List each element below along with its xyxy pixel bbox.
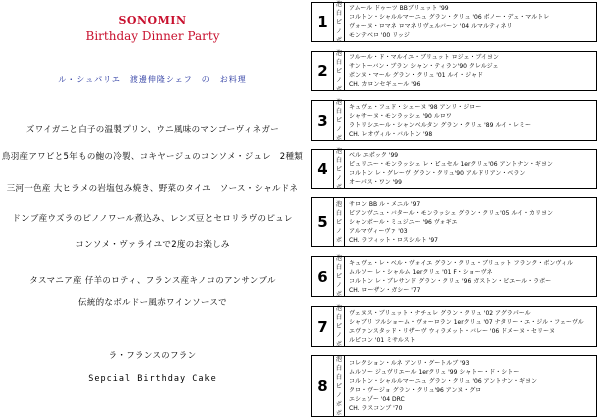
wine-name: キュヴェ・レ・ベル・ヴォイエ グラン・クリュ・ブリュット フランク・ボンヴィル (349, 259, 574, 267)
wine-type: 泡 (335, 0, 342, 8)
wine-type: 白 (335, 373, 342, 381)
wine-name: ピュリニー・モンラッシェ レ・ピュセル 1erクリュ'06 アントナン・ギヨン (349, 161, 553, 168)
flight-number: 3 (312, 101, 334, 140)
wine-name: CH. レオヴィル・バルトン '98 (349, 130, 433, 138)
wine-name: ビアンヴニュ・バタール・モンラッシェ グラン・クリュ'05 ルイ・カリヨン (349, 209, 554, 217)
flight-number: 4 (312, 150, 334, 188)
wine-type-column (334, 198, 345, 246)
wine-name: シャブリ フルショーム・ヴォーロラン 1erクリュ '07 ナタリー・エ・ジル・フェーヴル (349, 318, 584, 326)
wine-type: ピノ (335, 382, 342, 399)
course-line: タスマニア産 仔羊のロティ、フランス産キノコのアンサンブル (29, 276, 276, 286)
wine-flight (311, 2, 597, 42)
wine-names (345, 52, 596, 90)
wine-name: ラトリシエール・シャンベルタン グラン・クリュ '89 ルイ・レミー (349, 121, 532, 129)
wine-type: 白 (335, 264, 342, 271)
wine-flight (311, 51, 597, 91)
wine-type-column (334, 356, 345, 416)
wine-name: アムール ドゥーツ BBブリュット '99 (349, 5, 449, 12)
wine-type: ピノ (335, 18, 342, 35)
wine-name: CH. ローザン・ガシー '77 (349, 286, 421, 294)
wine-name: CH. カロンセギュール '96 (349, 81, 421, 88)
wine-type: 白 (335, 156, 342, 164)
wine-type-column (334, 101, 345, 140)
wine-type: 泡 (335, 355, 342, 363)
wine-flight (311, 197, 597, 247)
wine-name: エシェゾー '04 DRC (349, 396, 405, 403)
wine-list (311, 0, 600, 419)
wine-name: ヴェヌス・ブリュット・ナチュレ グラン・クリュ '02 アグラパール (349, 309, 531, 317)
chef-credit: ル・シュパリエ 渡邊伸隆シェフ の お料理 (58, 75, 247, 84)
wine-name: コルトン レ・ブレサンド グラン・クリュ '96 ガストン・ビエール・ラボー (349, 277, 552, 285)
wine-type-column (334, 147, 345, 191)
wine-type-column (334, 49, 345, 93)
course-line: 鳥羽産アワビと5年もの鮑の冷製、コキヤージュのコンソメ・ジュレ 2種類 (1, 152, 304, 162)
wine-type: ピノ (335, 67, 342, 84)
flight-number: 6 (312, 257, 334, 296)
wine-type: 白 (335, 58, 342, 66)
wine-type: 泡 (335, 305, 342, 312)
course-line: ドンブ産ウズラのピノノワール煮込み、レンズ豆とセロリラヴのピュレ (12, 214, 293, 224)
wine-type: ピノ (335, 165, 342, 182)
wine-names (345, 150, 596, 188)
wine-type: 白 (335, 9, 342, 17)
wine-type: 泡 (335, 255, 342, 262)
flight-number: 2 (312, 52, 334, 90)
wine-type: 白 (335, 314, 342, 321)
wine-names (345, 101, 596, 140)
wine-name: コルトン・シャルルマーニュ グラン・クリュ '06 アントナン・ギヨン (349, 378, 538, 385)
wine-type: ボ (335, 291, 342, 298)
wine-type: ピノ (335, 273, 342, 289)
wine-name: ヴォーヌ・ロマネ ロマネリヴェルバーン '04 ルマルティネリ (349, 23, 513, 30)
wine-type-column (334, 307, 345, 346)
wine-flight (311, 149, 597, 189)
wine-type: ピノ (335, 323, 342, 339)
wine-flight (311, 355, 597, 417)
wine-type: 泡 (335, 200, 342, 208)
wine-type: ピノ (335, 117, 342, 133)
wine-name: クロ・ヴージョ グラン・クリュ'96 アンヌ・グロ (349, 387, 482, 394)
wine-type: ボ (335, 135, 342, 142)
wine-type: ボ (335, 85, 342, 93)
wine-names (345, 356, 596, 416)
wine-name: フルール・ド・マルイユ・ブリュット ロジェ・ブイヨン (349, 54, 499, 61)
wine-type: ボ (335, 236, 342, 244)
flight-number: 7 (312, 307, 334, 346)
wine-type-column (334, 257, 345, 296)
wine-type: ボ (335, 409, 342, 417)
wine-type: 泡 (335, 99, 342, 106)
wine-name: CH. ラスコンブ '70 (349, 405, 403, 412)
wine-names (345, 3, 596, 41)
course-line: ラ・フランスのフラン (108, 351, 197, 361)
flight-number: 1 (312, 3, 334, 41)
wine-names (345, 198, 596, 246)
menu-subtitle: Birthday Dinner Party (85, 29, 220, 43)
wine-names (345, 307, 596, 346)
wine-type: 白 (335, 108, 342, 115)
wine-name: ベル エポック '99 (349, 152, 399, 159)
course-line: ズワイガニと白子の温製プリン、ウニ風味のマンゴーヴィネガー (25, 125, 280, 135)
wine-type: ボ (335, 400, 342, 408)
wine-flight (311, 256, 597, 297)
wine-names (345, 257, 596, 296)
flight-number: 8 (312, 356, 334, 416)
wine-type: 白 (335, 209, 342, 217)
wine-type-column (334, 0, 345, 44)
wine-name: アルマヴィーヴァ '03 (349, 227, 408, 235)
wine-flight (311, 100, 597, 141)
wine-type: 泡 (335, 147, 342, 155)
course-line: コンソメ・ヴァライユで2度のお楽しみ (75, 240, 230, 250)
wine-name: オーパス・ワン '99 (349, 179, 402, 186)
wine-name: シャンボール・ミュジニー '96 ヴォギエ (349, 218, 458, 226)
wine-name: サロン BB ル・メニル '97 (349, 200, 421, 208)
wine-type: ピノ (335, 218, 342, 235)
wine-name: コルトン・シャルルマーニュ グラン・クリュ '06 ボノー・デュ・マルトレ (349, 14, 550, 21)
wine-type: ボ (335, 341, 342, 348)
wine-name: ムルソー ジュヴリエール 1erクリュ '99 シャトー・ド・シトー (349, 369, 520, 376)
course-line: 三河一色産 大ヒラメの岩塩包み焼き、野菜のタイユ ソース・シャルドネ (6, 184, 299, 194)
wine-name: コルトン レ・グレーヴ グラン・クリュ'90 アルドリアン・ベラン (349, 170, 526, 177)
flight-number: 5 (312, 198, 334, 246)
wine-name: コレクション・ルネ アンリ・グートルブ '93 (349, 360, 470, 367)
wine-type: ボ (335, 36, 342, 44)
course-line: 伝統的なボルドー風赤ワインソースで (78, 298, 227, 308)
wine-name: ボンヌ・マール グラン・クリュ '01 ルイ・ジャド (349, 72, 484, 79)
wine-name: ムルソー レ・シャルム 1erクリュ '01 F・ショーヴネ (349, 268, 493, 276)
wine-type: 白 (335, 364, 342, 372)
wine-type: 泡 (335, 49, 342, 57)
wine-name: シャサーヌ・モンラッシェ '90 ルロワ (349, 112, 452, 120)
wine-name: ルピコン '01 ミサルスト (349, 336, 416, 344)
wine-type: ボ (335, 183, 342, 191)
menu-title: SONOMIN (118, 14, 187, 27)
wine-name: キュヴェ・フュド・シェーヌ '98 アンリ・ジロー (349, 103, 482, 111)
wine-name: モンテベロ '00 リッジ (349, 32, 410, 39)
course-line: Sepcial Birthday Cake (88, 374, 217, 384)
wine-name: エヴァンスタッド・リザーヴ ウィラメット・バレー '06 ドメーヌ・セリーヌ (349, 327, 556, 335)
wine-name: CH. ラフィット・ロスシルト '97 (349, 236, 438, 244)
wine-name: サントーバン・ブラン シャン・ティラン'90 クレルジェ (349, 63, 499, 70)
wine-flight (311, 306, 597, 347)
